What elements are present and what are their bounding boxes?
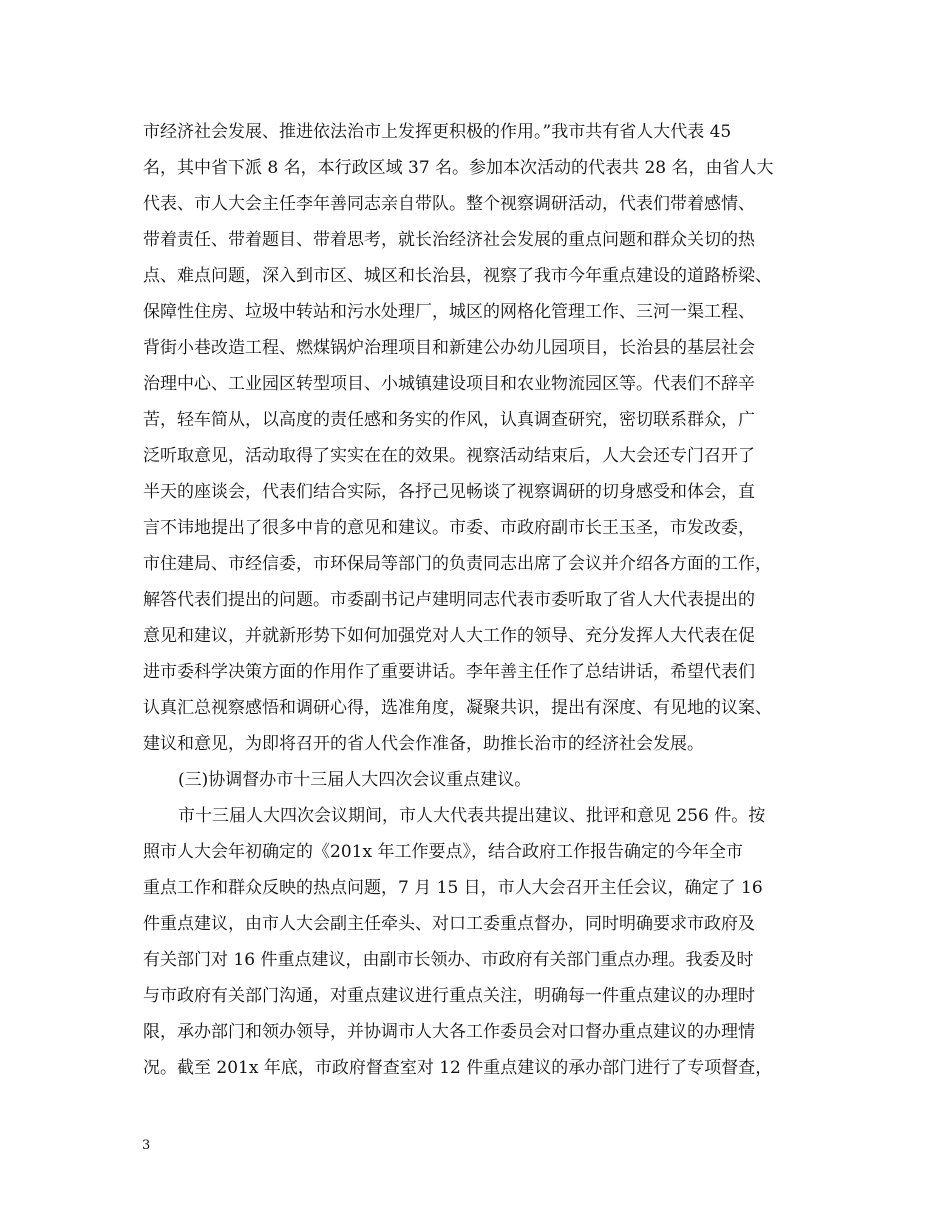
text-line: 带着责任、带着题目、带着思考，就长治经济社会发展的重点问题和群众关切的热 [143, 230, 755, 250]
text-line: 有关部门对 16 件重点建议，由副市长领办、市政府有关部门重点办理。我委及时 [143, 950, 754, 970]
text-line: 背街小巷改造工程、燃煤锅炉治理项目和新建公办幼儿园项目，长治县的基层社会 [143, 338, 755, 358]
text-line: 件重点建议，由市人大会副主任牵头、对口工委重点督办，同时明确要求市政府及 [143, 914, 755, 934]
text-line: 代表、市人大会主任李年善同志亲自带队。整个视察调研活动，代表们带着感情、 [143, 194, 755, 214]
text-line: 限，承办部门和领办领导，并协调市人大各工作委员会对口督办重点建议的办理情 [143, 1022, 755, 1042]
text-line: 言不讳地提出了很多中肯的意见和建议。市委、市政府副市长王玉圣，市发改委， [143, 518, 755, 538]
text-line: 照市人大会年初确定的《201x 年工作要点》，结合政府工作报告确定的今年全市 [143, 842, 743, 862]
text-line: 市十三届人大四次会议期间，市人大代表共提出建议、批评和意见 256 件。按 [178, 806, 766, 826]
text-line: 泛听取意见，活动取得了实实在在的效果。视察活动结束后，人大会还专门召开了 [143, 446, 755, 466]
text-line: 治理中心、工业园区转型项目、小城镇建设项目和农业物流园区等。代表们不辞辛 [143, 374, 755, 394]
text-line: 况。截至 201x 年底，市政府督查室对 12 件重点建议的承办部门进行了专项督查， [143, 1058, 773, 1078]
text-line: 市经济社会发展、推进依法治市上发挥更积极的作用。”我市共有省人大代表 45 [143, 122, 732, 142]
text-line: 市住建局、市经信委，市环保局等部门的负责同志出席了会议并介绍各方面的工作， [143, 554, 772, 574]
text-line: 点、难点问题，深入到市区、城区和长治县，视察了我市今年重点建设的道路桥梁、 [143, 266, 772, 286]
text-line: 重点工作和群众反映的热点问题，7 月 15 日，市人大会召开主任会议，确定了 16 [143, 878, 763, 898]
page-number: 3 [142, 1138, 151, 1153]
text-line: 与市政府有关部门沟通，对重点建议进行重点关注，明确每一件重点建议的办理时 [143, 986, 755, 1006]
text-line: 解答代表们提出的问题。市委副书记卢建明同志代表市委听取了省人大代表提出的 [143, 590, 755, 610]
text-line: 进市委科学决策方面的作用作了重要讲话。李年善主任作了总结讲话，希望代表们 [143, 662, 755, 682]
text-line: 半天的座谈会，代表们结合实际，各抒己见畅谈了视察调研的切身感受和体会，直 [143, 482, 755, 502]
text-line: 建议和意见，为即将召开的省人代会作准备，助推长治市的经济社会发展。 [143, 734, 704, 754]
text-line: 苦，轻车简从，以高度的责任感和务实的作风，认真调查研究，密切联系群众，广 [143, 410, 755, 430]
section-heading: (三)协调督办市十三届人大四次会议重点建议。 [178, 770, 532, 790]
text-line: 认真汇总视察感悟和调研心得，选准角度，凝聚共识，提出有深度、有见地的议案、 [143, 698, 772, 718]
text-line: 保障性住房、垃圾中转站和污水处理厂，城区的网格化管理工作、三河一渠工程、 [143, 302, 755, 322]
text-line: 名，其中省下派 8 名，本行政区域 37 名。参加本次活动的代表共 28 名，由省人大 [143, 158, 774, 178]
text-line: 意见和建议，并就新形势下如何加强党对人大工作的领导、充分发挥人大代表在促 [143, 626, 755, 646]
